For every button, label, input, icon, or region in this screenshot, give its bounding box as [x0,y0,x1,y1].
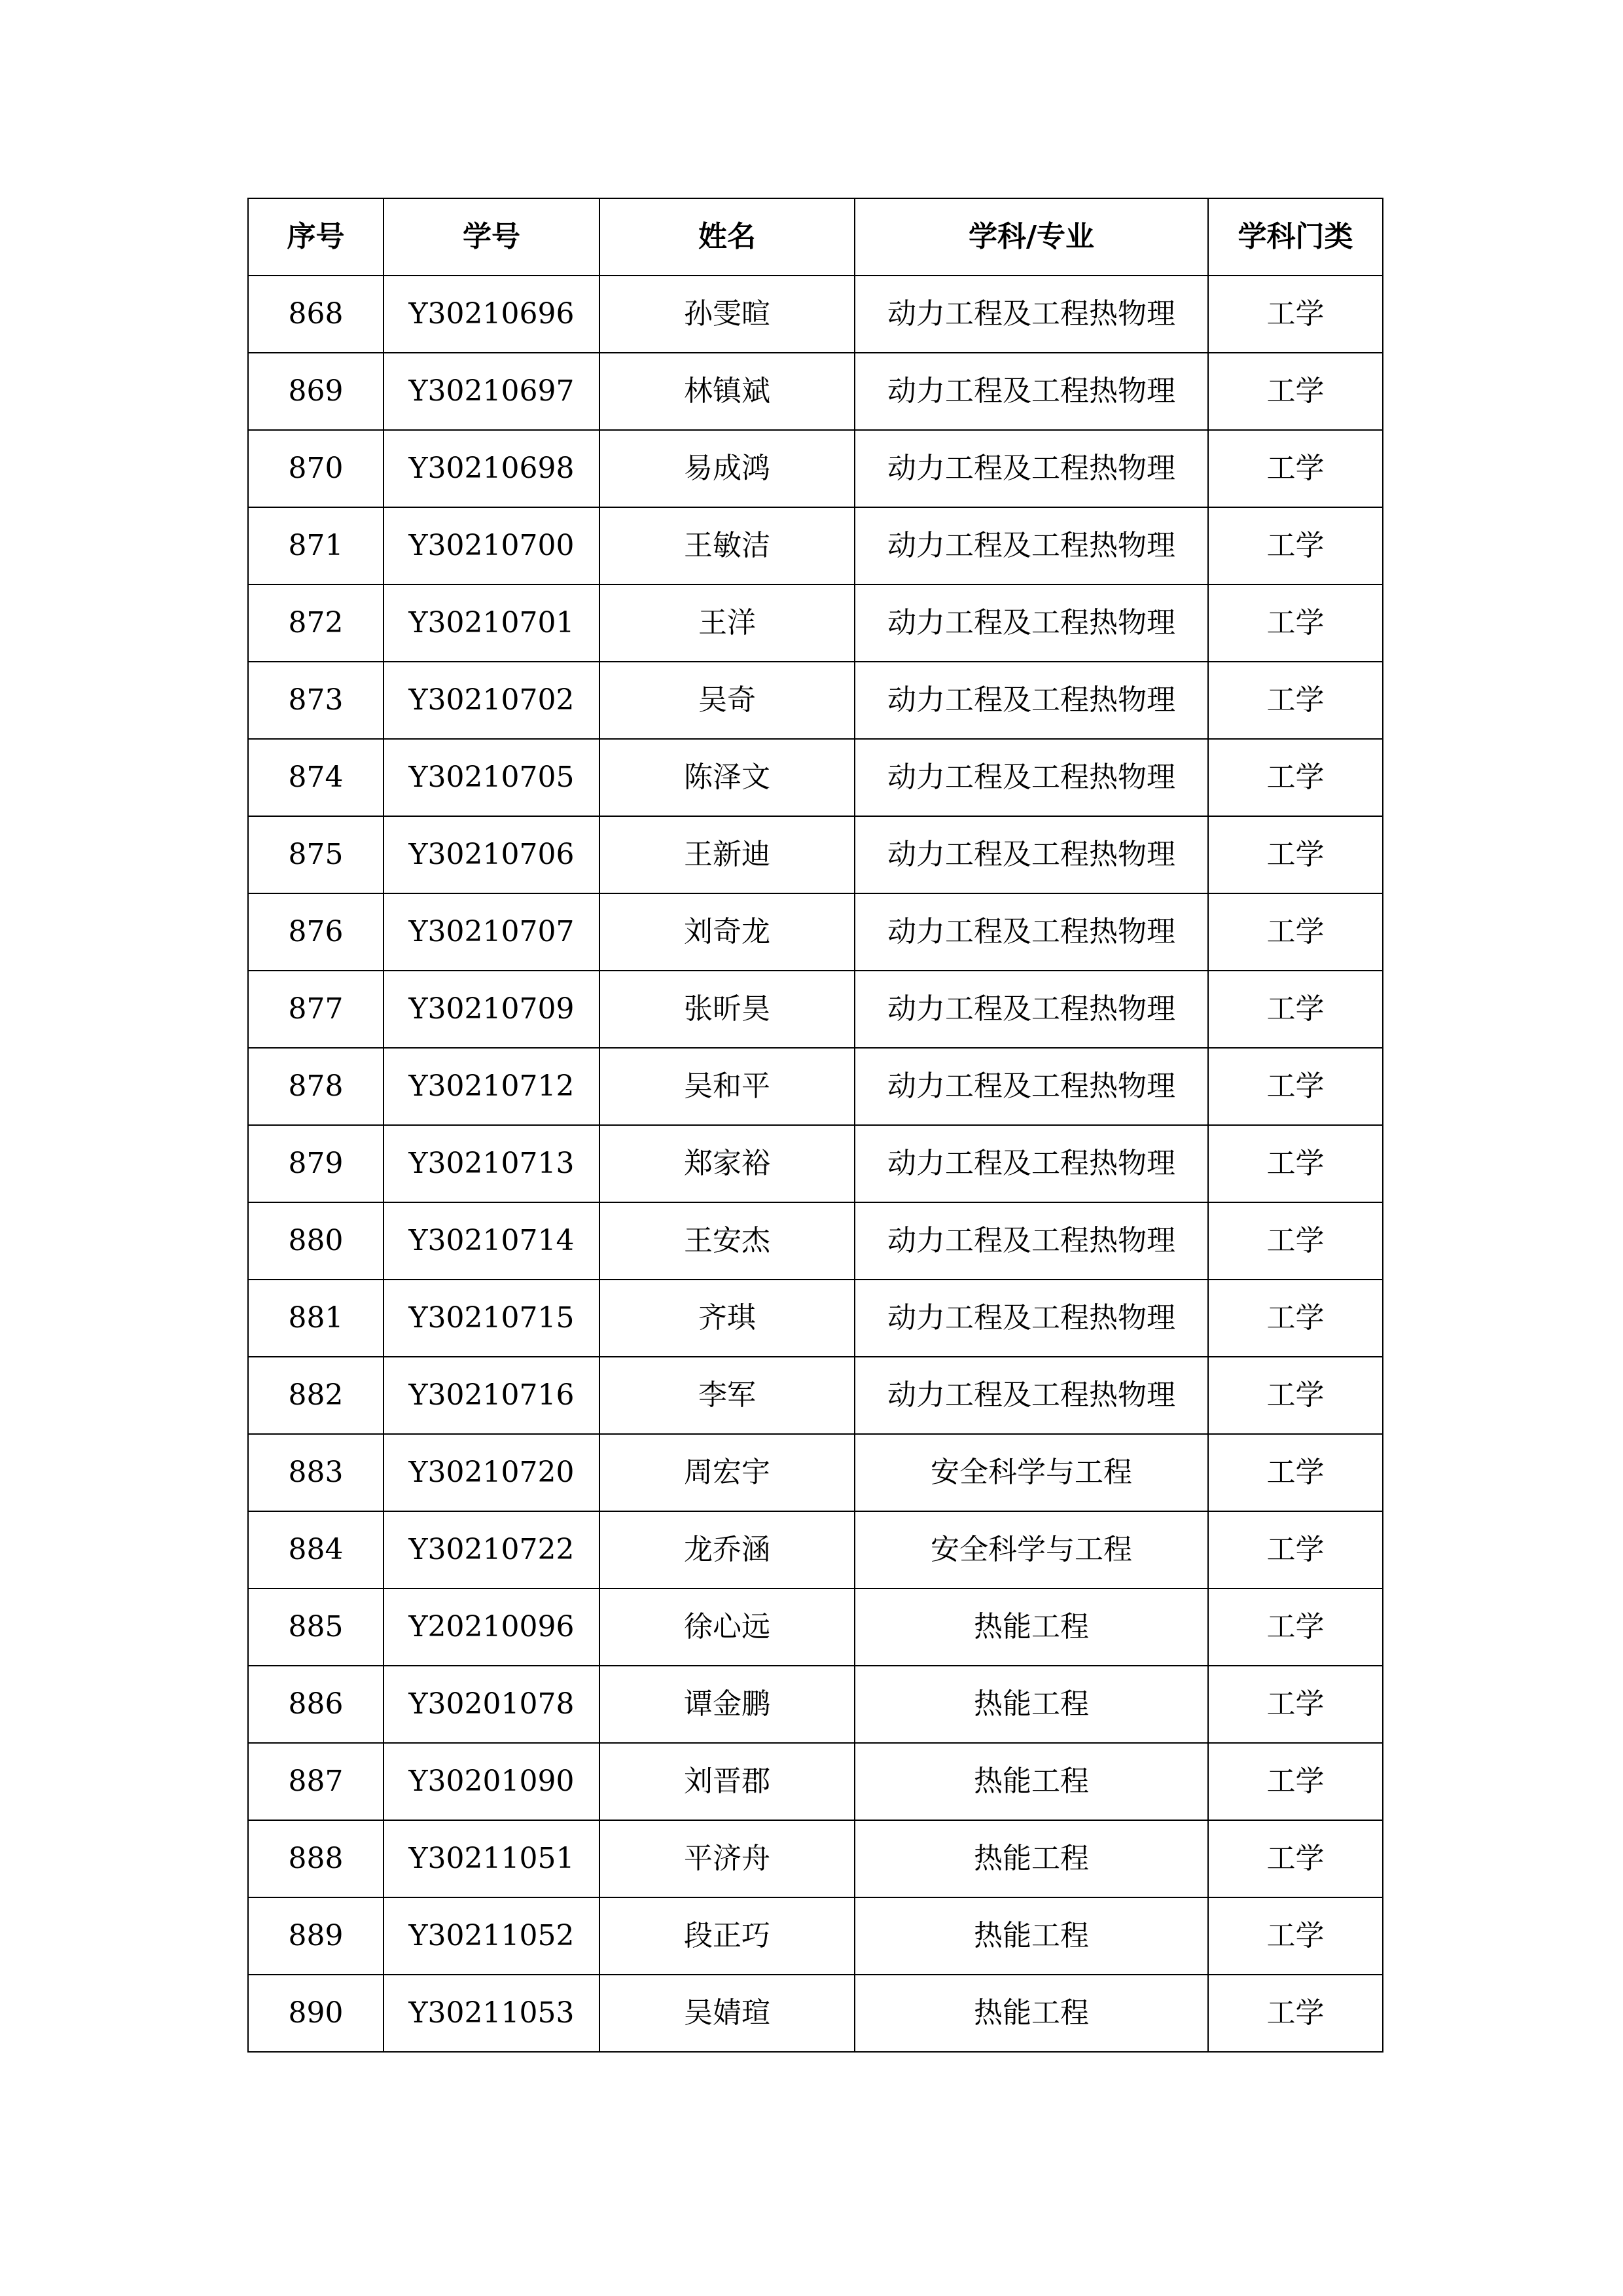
cell-student-id: Y30210697 [383,353,599,430]
cell-major: 动力工程及工程热物理 [855,816,1208,893]
cell-seq: 878 [248,1048,383,1125]
header-major: 学科/专业 [855,198,1208,276]
cell-name: 张昕昊 [599,971,855,1048]
cell-seq: 879 [248,1125,383,1202]
table-row [248,1048,1383,1125]
header-row [248,198,1383,276]
cell-name: 李军 [599,1357,855,1434]
header-student-id: 学号 [383,198,599,276]
cell-seq: 888 [248,1820,383,1897]
cell-seq: 880 [248,1202,383,1280]
cell-name: 段正巧 [599,1897,855,1975]
table-row [248,430,1383,507]
cell-seq: 886 [248,1666,383,1743]
cell-seq: 882 [248,1357,383,1434]
cell-student-id: Y30210716 [383,1357,599,1434]
cell-category: 工学 [1208,1975,1383,2052]
cell-name: 谭金鹏 [599,1666,855,1743]
cell-student-id: Y20210096 [383,1588,599,1666]
cell-category: 工学 [1208,816,1383,893]
cell-seq: 868 [248,276,383,353]
cell-name: 郑家裕 [599,1125,855,1202]
cell-major: 安全科学与工程 [855,1434,1208,1511]
table-row [248,1743,1383,1820]
header-seq: 序号 [248,198,383,276]
table-row [248,1588,1383,1666]
table-row [248,276,1383,353]
cell-student-id: Y30210701 [383,584,599,662]
cell-seq: 889 [248,1897,383,1975]
cell-category: 工学 [1208,507,1383,584]
cell-major: 动力工程及工程热物理 [855,971,1208,1048]
cell-seq: 870 [248,430,383,507]
cell-major: 动力工程及工程热物理 [855,353,1208,430]
cell-category: 工学 [1208,584,1383,662]
cell-seq: 873 [248,662,383,739]
cell-seq: 875 [248,816,383,893]
cell-seq: 874 [248,739,383,816]
cell-student-id: Y30210700 [383,507,599,584]
table-row [248,1511,1383,1588]
cell-name: 吴奇 [599,662,855,739]
cell-category: 工学 [1208,1125,1383,1202]
cell-student-id: Y30210707 [383,893,599,971]
cell-category: 工学 [1208,662,1383,739]
cell-student-id: Y30210714 [383,1202,599,1280]
cell-name: 刘晋郡 [599,1743,855,1820]
header-category: 学科门类 [1208,198,1383,276]
cell-major: 热能工程 [855,1820,1208,1897]
cell-major: 动力工程及工程热物理 [855,662,1208,739]
cell-seq: 881 [248,1280,383,1357]
cell-student-id: Y30210698 [383,430,599,507]
cell-category: 工学 [1208,1048,1383,1125]
table-row [248,1666,1383,1743]
table-row [248,971,1383,1048]
cell-name: 周宏宇 [599,1434,855,1511]
table-row [248,1820,1383,1897]
cell-seq: 890 [248,1975,383,2052]
table-row [248,662,1383,739]
cell-major: 动力工程及工程热物理 [855,1357,1208,1434]
cell-major: 动力工程及工程热物理 [855,1280,1208,1357]
cell-category: 工学 [1208,1743,1383,1820]
cell-student-id: Y30210705 [383,739,599,816]
table-row [248,893,1383,971]
cell-major: 热能工程 [855,1743,1208,1820]
table-row [248,739,1383,816]
cell-major: 动力工程及工程热物理 [855,739,1208,816]
cell-seq: 869 [248,353,383,430]
table-row [248,584,1383,662]
cell-seq: 872 [248,584,383,662]
cell-name: 龙乔涵 [599,1511,855,1588]
table-row [248,1434,1383,1511]
cell-category: 工学 [1208,1588,1383,1666]
cell-category: 工学 [1208,1666,1383,1743]
cell-name: 吴婧瑄 [599,1975,855,2052]
header-name: 姓名 [599,198,855,276]
cell-major: 热能工程 [855,1975,1208,2052]
cell-category: 工学 [1208,739,1383,816]
table-row [248,1897,1383,1975]
cell-seq: 887 [248,1743,383,1820]
cell-seq: 876 [248,893,383,971]
cell-name: 王敏洁 [599,507,855,584]
cell-major: 动力工程及工程热物理 [855,1202,1208,1280]
cell-student-id: Y30211051 [383,1820,599,1897]
cell-major: 动力工程及工程热物理 [855,276,1208,353]
cell-student-id: Y30210696 [383,276,599,353]
table-row [248,1280,1383,1357]
cell-category: 工学 [1208,1434,1383,1511]
cell-student-id: Y30210702 [383,662,599,739]
cell-major: 热能工程 [855,1588,1208,1666]
cell-student-id: Y30211053 [383,1975,599,2052]
cell-name: 平济舟 [599,1820,855,1897]
cell-major: 动力工程及工程热物理 [855,1125,1208,1202]
cell-name: 王安杰 [599,1202,855,1280]
cell-name: 王洋 [599,584,855,662]
cell-student-id: Y30210715 [383,1280,599,1357]
table-row [248,507,1383,584]
cell-major: 动力工程及工程热物理 [855,430,1208,507]
table-header [248,198,1383,276]
cell-major: 热能工程 [855,1666,1208,1743]
cell-name: 刘奇龙 [599,893,855,971]
cell-student-id: Y30210713 [383,1125,599,1202]
cell-category: 工学 [1208,1202,1383,1280]
cell-category: 工学 [1208,893,1383,971]
cell-student-id: Y30210722 [383,1511,599,1588]
cell-student-id: Y30210706 [383,816,599,893]
cell-major: 安全科学与工程 [855,1511,1208,1588]
cell-name: 齐琪 [599,1280,855,1357]
cell-student-id: Y30210712 [383,1048,599,1125]
cell-name: 孙雯暄 [599,276,855,353]
cell-seq: 877 [248,971,383,1048]
cell-category: 工学 [1208,1280,1383,1357]
table-row [248,1125,1383,1202]
table-row [248,1975,1383,2052]
cell-major: 动力工程及工程热物理 [855,584,1208,662]
cell-major: 动力工程及工程热物理 [855,893,1208,971]
cell-name: 王新迪 [599,816,855,893]
cell-category: 工学 [1208,971,1383,1048]
table-row [248,353,1383,430]
cell-major: 动力工程及工程热物理 [855,1048,1208,1125]
cell-seq: 871 [248,507,383,584]
cell-student-id: Y30210709 [383,971,599,1048]
student-roster-table [247,198,1383,2053]
table-row [248,1357,1383,1434]
cell-name: 吴和平 [599,1048,855,1125]
cell-seq: 884 [248,1511,383,1588]
cell-student-id: Y30211052 [383,1897,599,1975]
cell-name: 徐心远 [599,1588,855,1666]
cell-major: 热能工程 [855,1897,1208,1975]
cell-major: 动力工程及工程热物理 [855,507,1208,584]
table-row [248,816,1383,893]
cell-student-id: Y30201090 [383,1743,599,1820]
cell-category: 工学 [1208,276,1383,353]
cell-category: 工学 [1208,1897,1383,1975]
cell-student-id: Y30210720 [383,1434,599,1511]
cell-category: 工学 [1208,353,1383,430]
cell-category: 工学 [1208,430,1383,507]
cell-category: 工学 [1208,1511,1383,1588]
cell-category: 工学 [1208,1820,1383,1897]
table-body [248,276,1383,2052]
cell-name: 陈泽文 [599,739,855,816]
cell-name: 林镇斌 [599,353,855,430]
cell-seq: 885 [248,1588,383,1666]
cell-category: 工学 [1208,1357,1383,1434]
table-row [248,1202,1383,1280]
cell-seq: 883 [248,1434,383,1511]
cell-name: 易成鸿 [599,430,855,507]
cell-student-id: Y30201078 [383,1666,599,1743]
